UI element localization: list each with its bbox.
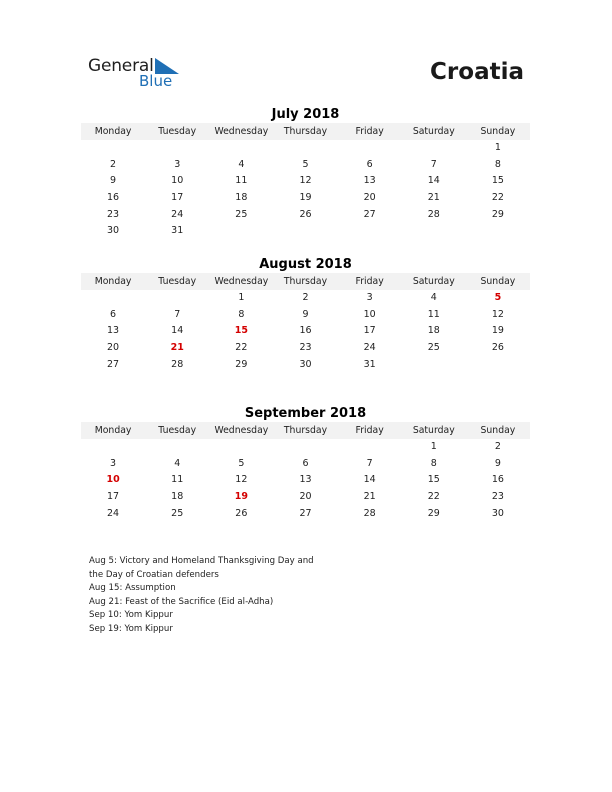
holiday-note: Sep 10: Yom Kippur xyxy=(89,610,173,621)
day-cell: 7 xyxy=(366,457,373,469)
day-cell: 6 xyxy=(366,158,373,170)
holiday-day-cell: 19 xyxy=(234,491,248,503)
empty-day-cell xyxy=(81,140,145,157)
weekday-tuesday: Tuesday xyxy=(158,276,197,287)
week-row xyxy=(81,357,530,374)
weekday-sunday: Sunday xyxy=(480,126,516,137)
day-cell: 1 xyxy=(238,292,245,303)
day-cell: 30 xyxy=(107,225,120,237)
empty-day-cell xyxy=(402,223,466,240)
day-cell: 31 xyxy=(171,225,184,237)
month-title: July 2018 xyxy=(271,107,340,122)
empty-day-cell xyxy=(466,223,530,240)
month-july xyxy=(81,107,530,240)
weekday-wednesday: Wednesday xyxy=(214,276,269,287)
day-cell: 13 xyxy=(363,175,376,187)
day-cell: 30 xyxy=(491,507,504,519)
weekday-saturday: Saturday xyxy=(412,276,455,287)
month-title: September 2018 xyxy=(244,406,367,421)
day-cell: 24 xyxy=(107,507,120,519)
holiday-day-cell: 5 xyxy=(494,292,502,303)
day-cell: 20 xyxy=(363,192,376,204)
weekday-friday: Friday xyxy=(355,425,384,436)
day-cell: 22 xyxy=(235,342,248,354)
holiday-note: the Day of Croatian defenders xyxy=(89,569,219,580)
day-cell: 2 xyxy=(302,292,309,303)
week-row xyxy=(81,489,530,506)
week-row xyxy=(81,140,530,157)
month-title: August 2018 xyxy=(259,257,352,272)
empty-day-cell xyxy=(209,439,273,456)
month-august xyxy=(81,257,530,373)
week-row xyxy=(81,340,530,357)
weekday-header-row xyxy=(81,422,530,439)
weekday-friday: Friday xyxy=(355,126,384,137)
empty-day-cell xyxy=(402,357,466,374)
day-cell: 18 xyxy=(427,325,440,337)
day-cell: 9 xyxy=(302,308,309,320)
weekday-monday: Monday xyxy=(94,126,132,137)
day-cell: 17 xyxy=(107,491,120,503)
week-row xyxy=(81,506,530,523)
weekday-monday: Monday xyxy=(94,425,132,436)
empty-day-cell xyxy=(273,223,337,240)
day-cell: 12 xyxy=(491,308,504,320)
empty-day-cell xyxy=(338,140,402,157)
day-cell: 1 xyxy=(430,441,437,452)
day-cell: 10 xyxy=(363,308,376,320)
day-cell: 25 xyxy=(171,507,184,519)
logo-general-text: General xyxy=(88,56,154,76)
weekday-saturday: Saturday xyxy=(412,425,455,436)
empty-day-cell xyxy=(402,140,466,157)
empty-day-cell xyxy=(81,439,145,456)
day-cell: 18 xyxy=(235,192,248,204)
day-cell: 16 xyxy=(107,192,120,204)
day-cell: 29 xyxy=(235,358,248,370)
day-cell: 11 xyxy=(427,308,440,320)
day-cell: 18 xyxy=(171,491,184,503)
day-cell: 5 xyxy=(238,457,245,469)
week-row xyxy=(81,157,530,174)
weekday-friday: Friday xyxy=(355,276,384,287)
weekday-tuesday: Tuesday xyxy=(158,126,197,137)
holiday-note: Sep 19: Yom Kippur xyxy=(89,623,173,634)
day-cell: 11 xyxy=(235,175,248,187)
day-cell: 20 xyxy=(107,342,120,354)
day-cell: 4 xyxy=(430,292,437,303)
empty-day-cell xyxy=(209,223,273,240)
holiday-note: Aug 21: Feast of the Sacrifice (Eid al-Adha) xyxy=(89,596,274,607)
month-september xyxy=(81,406,530,522)
day-cell: 4 xyxy=(238,158,245,170)
day-cell: 29 xyxy=(491,208,504,220)
day-cell: 25 xyxy=(235,208,248,220)
empty-day-cell xyxy=(145,140,209,157)
day-cell: 31 xyxy=(363,358,376,370)
day-cell: 28 xyxy=(427,208,440,220)
empty-day-cell xyxy=(273,439,337,456)
weekday-saturday: Saturday xyxy=(412,126,455,137)
weekday-thursday: Thursday xyxy=(283,425,328,436)
logo-blue-text: Blue xyxy=(139,72,173,90)
weekday-sunday: Sunday xyxy=(480,425,516,436)
weekday-header-row xyxy=(81,123,530,140)
weekday-thursday: Thursday xyxy=(283,276,328,287)
week-row xyxy=(81,307,530,324)
empty-day-cell xyxy=(209,140,273,157)
empty-day-cell xyxy=(81,290,145,307)
day-cell: 12 xyxy=(235,474,248,486)
week-row xyxy=(81,439,530,456)
day-cell: 3 xyxy=(366,292,373,303)
country-title: Croatia xyxy=(430,59,524,85)
day-cell: 3 xyxy=(110,457,117,469)
day-cell: 23 xyxy=(491,491,504,503)
generalblue-logo xyxy=(88,56,188,92)
empty-day-cell xyxy=(338,439,402,456)
day-cell: 16 xyxy=(299,325,312,337)
day-cell: 17 xyxy=(363,325,376,337)
empty-day-cell xyxy=(273,140,337,157)
weekday-tuesday: Tuesday xyxy=(158,425,197,436)
day-cell: 8 xyxy=(494,158,501,170)
day-cell: 10 xyxy=(171,175,184,187)
day-cell: 6 xyxy=(302,457,309,469)
day-cell: 14 xyxy=(427,175,440,187)
empty-day-cell xyxy=(466,357,530,374)
weekday-wednesday: Wednesday xyxy=(214,425,269,436)
day-cell: 24 xyxy=(363,342,376,354)
holiday-day-cell: 15 xyxy=(234,325,248,337)
day-cell: 9 xyxy=(494,457,501,469)
day-cell: 28 xyxy=(171,358,184,370)
week-row xyxy=(81,472,530,489)
day-cell: 14 xyxy=(171,325,184,337)
day-cell: 17 xyxy=(171,192,184,204)
weekday-thursday: Thursday xyxy=(283,126,328,137)
week-row xyxy=(81,323,530,340)
day-cell: 3 xyxy=(174,158,181,170)
day-cell: 26 xyxy=(299,208,312,220)
day-cell: 15 xyxy=(491,175,504,187)
holiday-day-cell: 10 xyxy=(106,474,120,486)
week-row xyxy=(81,290,530,307)
day-cell: 24 xyxy=(171,208,184,220)
day-cell: 7 xyxy=(174,308,181,320)
weekday-sunday: Sunday xyxy=(480,276,516,287)
day-cell: 15 xyxy=(427,474,440,486)
day-cell: 12 xyxy=(299,175,312,187)
holiday-note: Aug 5: Victory and Homeland Thanksgiving Day and xyxy=(89,556,314,566)
day-cell: 9 xyxy=(110,175,117,187)
empty-day-cell xyxy=(145,290,209,307)
day-cell: 21 xyxy=(363,491,376,503)
empty-day-cell xyxy=(145,439,209,456)
week-row xyxy=(81,190,530,207)
week-row xyxy=(81,173,530,190)
day-cell: 22 xyxy=(491,192,504,204)
day-cell: 2 xyxy=(110,158,117,170)
day-cell: 4 xyxy=(174,457,181,469)
day-cell: 5 xyxy=(302,158,309,170)
day-cell: 26 xyxy=(235,507,248,519)
day-cell: 27 xyxy=(107,358,120,370)
day-cell: 23 xyxy=(299,342,312,354)
day-cell: 25 xyxy=(427,342,440,354)
holiday-day-cell: 21 xyxy=(170,342,184,354)
day-cell: 20 xyxy=(299,491,312,503)
day-cell: 8 xyxy=(238,308,245,320)
week-row xyxy=(81,207,530,224)
day-cell: 29 xyxy=(427,507,440,519)
holiday-notes xyxy=(89,555,389,637)
weekday-header-row xyxy=(81,273,530,290)
weekday-wednesday: Wednesday xyxy=(214,126,269,137)
week-row xyxy=(81,456,530,473)
day-cell: 27 xyxy=(363,208,376,220)
day-cell: 27 xyxy=(299,507,312,519)
day-cell: 2 xyxy=(494,441,501,452)
day-cell: 19 xyxy=(299,192,312,204)
weekday-monday: Monday xyxy=(94,276,132,287)
day-cell: 6 xyxy=(110,308,117,320)
day-cell: 28 xyxy=(363,507,376,519)
day-cell: 8 xyxy=(430,457,437,469)
day-cell: 16 xyxy=(491,474,504,486)
day-cell: 22 xyxy=(427,491,440,503)
day-cell: 13 xyxy=(107,325,120,337)
day-cell: 14 xyxy=(363,474,376,486)
day-cell: 19 xyxy=(491,325,504,337)
empty-day-cell xyxy=(338,223,402,240)
week-row xyxy=(81,223,530,240)
day-cell: 11 xyxy=(171,474,184,486)
day-cell: 30 xyxy=(299,358,312,370)
day-cell: 7 xyxy=(430,158,437,170)
day-cell: 26 xyxy=(491,342,504,354)
day-cell: 1 xyxy=(494,142,501,153)
day-cell: 21 xyxy=(427,192,440,204)
holiday-note: Aug 15: Assumption xyxy=(89,583,176,594)
day-cell: 23 xyxy=(107,208,120,220)
day-cell: 13 xyxy=(299,474,312,486)
